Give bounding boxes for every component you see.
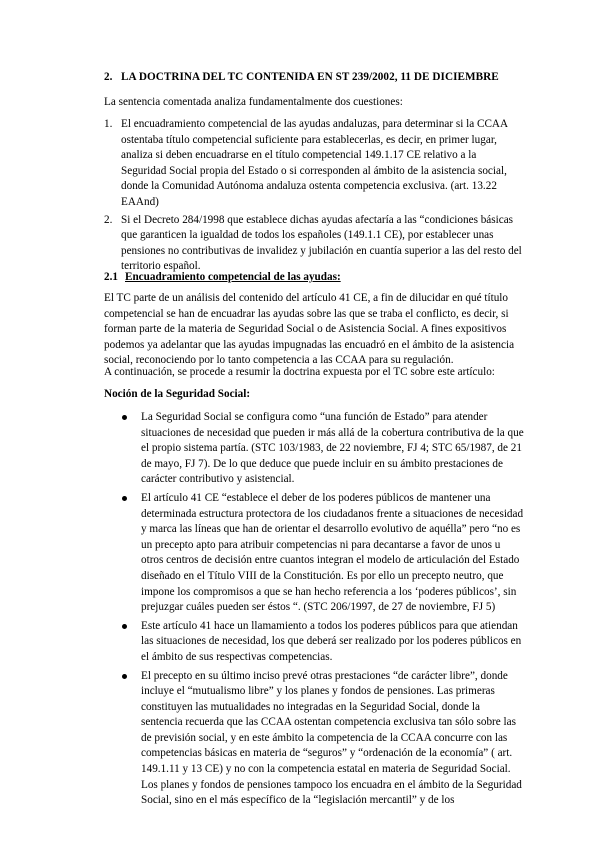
bullet-icon bbox=[122, 415, 127, 420]
subsection-heading bbox=[104, 270, 524, 286]
paragraph: A continuación, se procede a resumir la doctrina expuesta por el TC sobre este artículo: bbox=[104, 366, 495, 378]
paragraph: El TC parte de un análisis del contenido del artículo 41 CE, a fin de dilucidar en qué título competencial se han de encuadrar las ayudas sobre las que se traba el conflicto, es decir, si forman parte de la materia de Seguridad Social o de Asistencia Social. A fines expositivos podemos ya adelantar que las ayudas impugnadas las encuadró en el ámbito de la asistencia social, reconociendo por lo tanto competencia a las CCAA para su regulación. bbox=[104, 292, 515, 367]
notion-heading: Noción de la Seguridad Social: bbox=[104, 388, 251, 400]
questions-list bbox=[104, 117, 524, 277]
list-item-number: 1. bbox=[104, 118, 113, 130]
list-item-text: El artículo 41 CE “establece el deber de los poderes públicos de mantener una determinada estructura protectora de los ciudadanos frente a situaciones de necesidad y marca las líneas que han de orientar el desarrollo evolutivo de aquélla” pero “no es un precepto apto para atribuir competencias ni para decantarse a favor de unos u otros centros de decisión entre cuantos integran el modelo de articulación del Estado diseñado en el Título VIII de la Constitución. Es por ello un precepto neutro, que impone los compromisos a que se han hecho referencia a los ‘poderes públicos’, sin prejuzgar cuáles pueden ser éstos “. (STC 206/1997, de 27 de noviembre, FJ 5) bbox=[141, 491, 524, 614]
intro-paragraph: La sentencia comentada analiza fundamentalmente dos cuestiones: bbox=[104, 96, 403, 108]
list-item-text: La Seguridad Social se configura como “una función de Estado” para atender situaciones de necesidad que pueden ir más allá de la cobertura contributiva de la que el propio sistema partía. (STC 103/1983, de 22 noviembre, FJ 4; STC 65/1987, de 21 de mayo, FJ 7). De lo que deduce que puede incluir en su ámbito prestaciones de carácter contributivo y asistencial. bbox=[141, 411, 524, 486]
section-number: 2. bbox=[104, 71, 113, 83]
list-item bbox=[104, 213, 524, 275]
list-item bbox=[104, 117, 524, 211]
list-item bbox=[122, 669, 524, 809]
section-title: LA DOCTRINA DEL TC CONTENIDA EN ST 239/2002, 11 DE DICIEMBRE bbox=[121, 71, 499, 83]
list-item-text: El encuadramiento competencial de las ayudas andaluzas, para determinar si la CCAA ostentaba título competencial suficiente para establecerlas, es decir, en primer lugar, analiza si deben encuadrarse en el título competencial 149.1.17 CE relativo a la Seguridad Social propia del Estado o si corresponden al ámbito de la asistencia social, donde la Comunidad Autónoma andaluza ostenta competencia exclusiva. (art. 13.22 EAAnd) bbox=[121, 118, 508, 208]
list-item bbox=[122, 410, 524, 488]
bullet-list bbox=[122, 410, 524, 812]
list-item-text: Este artículo 41 hace un llamamiento a todos los poderes públicos para que atiendan las situaciones de necesidad, los que deberá ser realizado por los poderes públicos en el ámbito de sus respectivas competencias. bbox=[141, 619, 522, 663]
bullet-icon bbox=[122, 674, 127, 679]
list-item bbox=[122, 619, 524, 666]
list-item bbox=[122, 491, 524, 616]
list-item-number: 2. bbox=[104, 213, 113, 226]
section-heading bbox=[104, 70, 524, 86]
list-item-text: El precepto en su último inciso prevé otras prestaciones “de carácter libre”, donde incluye el “mutualismo libre” y los planes y fondos de pensiones. Las primeras constituyen las mutualidades no integradas en la Seguridad Social, donde la sentencia recuerda que las CCAA ostentan competencia exclusiva tan sólo sobre las de previsión social, y en este ámbito la competencia de la CCAA concurre con las competencias básicas en materia de “seguros” y “ordenación de la economía” ( art. 149.1.11 y 13 CE) y no con la competencia estatal en materia de Seguridad Social. Los planes y fondos de pensiones tampoco los encuadra en el ámbito de la Seguridad Social, sino en el más específico de la “legislación mercantil” y de los bbox=[141, 669, 522, 807]
bullet-icon bbox=[122, 624, 127, 629]
subsection-title: Encuadramiento competencial de las ayudas: bbox=[125, 271, 341, 283]
subsection-number: 2.1 bbox=[104, 271, 118, 283]
bullet-icon bbox=[122, 496, 127, 501]
list-item-text: Si el Decreto 284/1998 que establece dichas ayudas afectaría a las “condiciones básicas que garanticen la igualdad de todos los españoles (149.1.1 CE), por establecer unas pensiones no contributivas de invalidez y jubilación en cuantía superior a las del resto del territorio español. bbox=[121, 213, 522, 273]
